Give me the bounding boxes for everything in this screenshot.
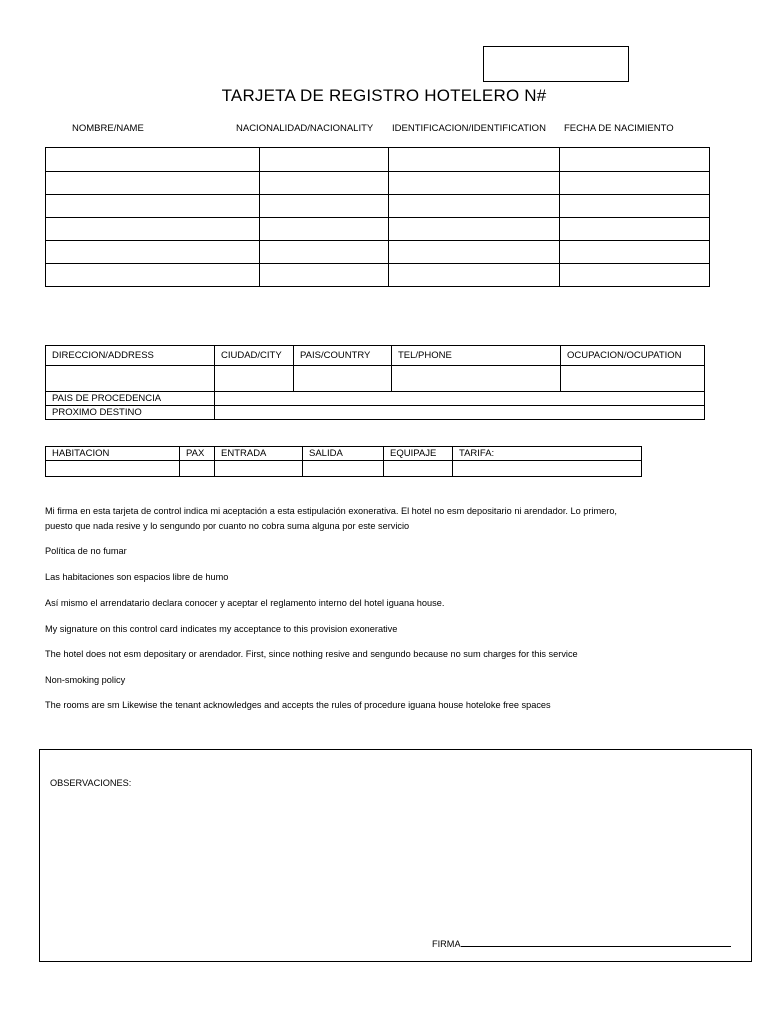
- terms-es-line2: puesto que nada resive y lo sengundo por cuanto no cobra suma alguna por este servicio: [45, 521, 410, 531]
- identification-field[interactable]: [389, 172, 560, 195]
- table-row: [46, 218, 710, 241]
- observations-box[interactable]: [39, 749, 752, 962]
- rate-header: TARIFA:: [453, 447, 642, 461]
- identification-field[interactable]: [389, 218, 560, 241]
- signature-label: FIRMA: [432, 939, 461, 949]
- smoke-free-es: Las habitaciones son espacios libre de humo: [45, 572, 229, 582]
- name-field[interactable]: [46, 172, 260, 195]
- no-smoking-en: Non-smoking policy: [45, 675, 126, 685]
- pax-field[interactable]: [180, 461, 215, 477]
- registration-number-field[interactable]: [483, 46, 629, 82]
- signature-line[interactable]: [461, 937, 731, 947]
- phone-field[interactable]: [392, 366, 561, 392]
- checkin-field[interactable]: [215, 461, 303, 477]
- hotel-liability-en: The hotel does not esm depositary or arendador. First, since nothing resive and sengundo because no sum charges for this service: [45, 649, 578, 659]
- nationality-field[interactable]: [260, 218, 389, 241]
- luggage-header: EQUIPAJE: [384, 447, 453, 461]
- address-header: DIRECCION/ADDRESS: [46, 346, 215, 366]
- identification-field[interactable]: [389, 148, 560, 172]
- birthdate-field[interactable]: [560, 172, 710, 195]
- occupation-field[interactable]: [561, 366, 705, 392]
- name-field[interactable]: [46, 195, 260, 218]
- checkout-header: SALIDA: [303, 447, 384, 461]
- table-row: [46, 195, 710, 218]
- occupation-header: OCUPACION/OCUPATION: [561, 346, 705, 366]
- birthdate-field[interactable]: [560, 264, 710, 287]
- city-field[interactable]: [215, 366, 294, 392]
- country-field[interactable]: [294, 366, 392, 392]
- identification-field[interactable]: [389, 241, 560, 264]
- birthdate-field[interactable]: [560, 241, 710, 264]
- room-table: [45, 446, 642, 477]
- nationality-field[interactable]: [260, 172, 389, 195]
- name-field[interactable]: [46, 218, 260, 241]
- table-row: [46, 264, 710, 287]
- phone-header: TEL/PHONE: [392, 346, 561, 366]
- terms-es-line1: Mi firma en esta tarjeta de control indica mi aceptación a esta estipulación exonerativa. El hotel no esm depositario ni arendador. Lo primero,: [45, 506, 617, 516]
- identification-field[interactable]: [389, 264, 560, 287]
- next-destination-label: PROXIMO DESTINO: [46, 406, 215, 420]
- page-title: TARJETA DE REGISTRO HOTELERO N#: [221, 86, 547, 105]
- column-header-birthdate: FECHA DE NACIMIENTO: [564, 123, 674, 134]
- table-row: [46, 148, 710, 172]
- table-row: [46, 241, 710, 264]
- name-field[interactable]: [46, 241, 260, 264]
- signature-area: [432, 937, 731, 949]
- observations-label: OBSERVACIONES:: [50, 778, 132, 788]
- room-field[interactable]: [46, 461, 180, 477]
- checkin-header: ENTRADA: [215, 447, 303, 461]
- address-table: [45, 345, 705, 420]
- table-row: [46, 172, 710, 195]
- pax-header: PAX: [180, 447, 215, 461]
- column-header-identification: IDENTIFICACION/IDENTIFICATION: [392, 123, 546, 134]
- room-header: HABITACION: [46, 447, 180, 461]
- birthdate-field[interactable]: [560, 195, 710, 218]
- guest-table: [45, 147, 710, 287]
- nationality-field[interactable]: [260, 264, 389, 287]
- identification-field[interactable]: [389, 195, 560, 218]
- nationality-field[interactable]: [260, 241, 389, 264]
- rules-en: The rooms are sm Likewise the tenant acknowledges and accepts the rules of procedure iguana house hoteloke free spaces: [45, 700, 551, 710]
- luggage-field[interactable]: [384, 461, 453, 477]
- birthdate-field[interactable]: [560, 218, 710, 241]
- terms-en: My signature on this control card indicates my acceptance to this provision exonerative: [45, 624, 398, 634]
- column-header-name: NOMBRE/NAME: [72, 123, 144, 134]
- nationality-field[interactable]: [260, 148, 389, 172]
- rate-field[interactable]: [453, 461, 642, 477]
- next-destination-field[interactable]: [215, 406, 705, 420]
- origin-country-field[interactable]: [215, 392, 705, 406]
- checkout-field[interactable]: [303, 461, 384, 477]
- country-header: PAIS/COUNTRY: [294, 346, 392, 366]
- name-field[interactable]: [46, 264, 260, 287]
- birthdate-field[interactable]: [560, 148, 710, 172]
- rules-es: Así mismo el arrendatario declara conocer y aceptar el reglamento interno del hotel iguana house.: [45, 598, 445, 608]
- no-smoking-es: Política de no fumar: [45, 546, 127, 556]
- address-field[interactable]: [46, 366, 215, 392]
- column-header-nationality: NACIONALIDAD/NACIONALITY: [236, 123, 374, 134]
- city-header: CIUDAD/CITY: [215, 346, 294, 366]
- name-field[interactable]: [46, 148, 260, 172]
- nationality-field[interactable]: [260, 195, 389, 218]
- origin-country-label: PAIS DE PROCEDENCIA: [46, 392, 215, 406]
